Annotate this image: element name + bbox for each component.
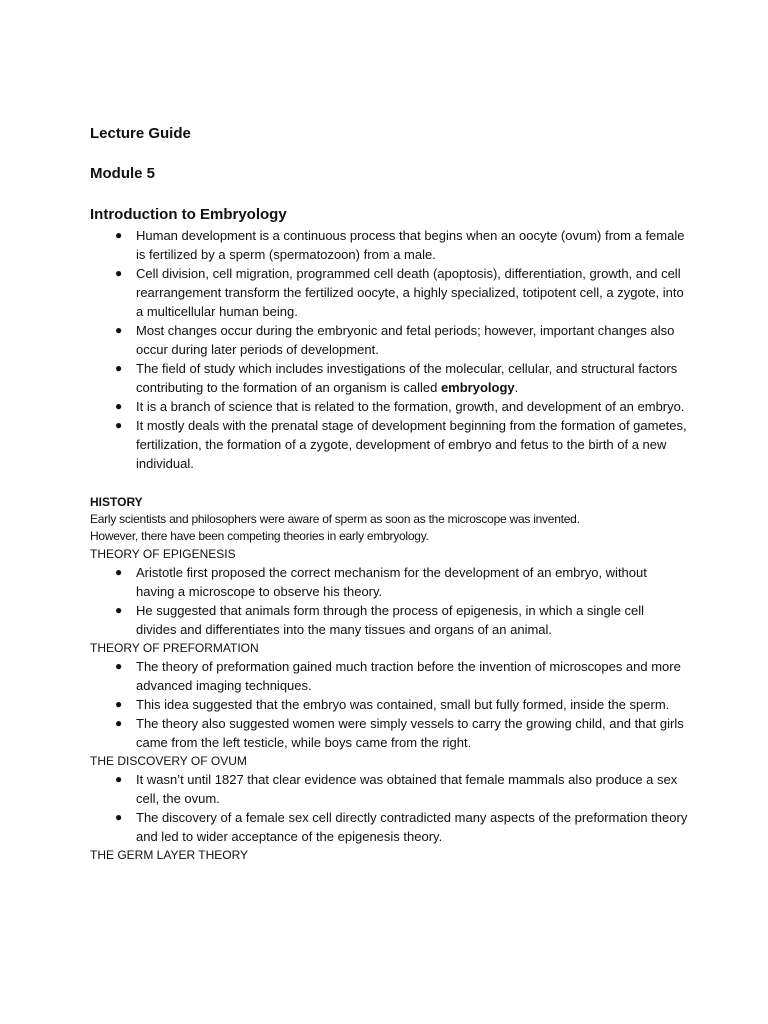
bullet-icon: ● xyxy=(115,565,123,579)
epigenesis-heading: THEORY OF EPIGENESIS xyxy=(90,547,236,561)
ovum-heading: THE DISCOVERY OF OVUM xyxy=(90,754,247,768)
module-heading: Module 5 xyxy=(90,165,156,182)
list-item-text-end: . xyxy=(514,380,519,395)
list-item-text: Aristotle first proposed the correct mechanism for the development of an embryo, without having a microscope to observe his theory. xyxy=(136,565,647,599)
document-title: Lecture Guide xyxy=(90,125,191,142)
list-item-text: Most changes occur during the embryonic and fetal periods; however, important changes also occur during later periods of development. xyxy=(136,323,675,357)
history-line-1: Early scientists and philosophers were aware of sperm as soon as the microscope was invented. xyxy=(90,512,580,526)
bullet-icon: ● xyxy=(115,361,123,375)
list-item-text: It is a branch of science that is related to the formation, growth, and development of an embryo. xyxy=(136,399,685,414)
bullet-icon: ● xyxy=(115,697,123,711)
list-item-text: Human development is a continuous process that begins when an oocyte (ovum) from a female is fertilized by a sperm (spermatozoon) from a male. xyxy=(136,228,685,262)
list-item-text: The theory of preformation gained much traction before the invention of microscopes and more advanced imaging techniques. xyxy=(136,659,681,693)
list-item-text: This idea suggested that the embryo was contained, small but fully formed, inside the sperm. xyxy=(136,697,670,712)
list-item-text: He suggested that animals form through the process of epigenesis, in which a single cell divides and differentiates into the many tissues and organs of an animal. xyxy=(136,603,645,637)
list-item-text: The discovery of a female sex cell directly contradicted many aspects of the preformation theory and led to wider acceptance of the epigenesis theory. xyxy=(136,810,688,844)
preformation-heading: THEORY OF PREFORMATION xyxy=(90,641,259,655)
intro-bullet-list xyxy=(90,226,688,473)
bullet-icon: ● xyxy=(115,228,123,242)
term-embryology: embryology xyxy=(440,380,515,395)
epigenesis-bullet-list xyxy=(90,563,688,639)
list-item xyxy=(90,321,688,359)
bullet-icon: ● xyxy=(115,266,123,280)
history-heading: HISTORY xyxy=(90,495,143,509)
list-item xyxy=(90,601,688,639)
list-item xyxy=(90,695,688,714)
preformation-bullet-list xyxy=(90,657,688,752)
bullet-icon: ● xyxy=(115,323,123,337)
germ-layer-heading: THE GERM LAYER THEORY xyxy=(90,848,249,862)
list-item xyxy=(90,359,688,397)
bullet-icon: ● xyxy=(115,603,123,617)
list-item-text: The field of study which includes investigations of the molecular, cellular, and structural factors contributing to the formation of an organism is called xyxy=(136,361,678,395)
list-item-text: Cell division, cell migration, programmed cell death (apoptosis), differentiation, growth, and cell rearrangement transform the fertilized oocyte, a highly specialized, totipotent cell, a zygote, into a multicellular human being. xyxy=(136,266,684,319)
list-item xyxy=(90,264,688,321)
list-item xyxy=(90,770,688,808)
bullet-icon: ● xyxy=(115,659,123,673)
bullet-icon: ● xyxy=(115,399,123,413)
bullet-icon: ● xyxy=(115,418,123,432)
bullet-icon: ● xyxy=(115,810,123,824)
intro-heading: Introduction to Embryology xyxy=(90,206,287,223)
list-item xyxy=(90,657,688,695)
list-item xyxy=(90,226,688,264)
history-line-2: However, there have been competing theories in early embryology. xyxy=(90,529,429,543)
list-item xyxy=(90,714,688,752)
list-item xyxy=(90,563,688,601)
bullet-icon: ● xyxy=(115,716,123,730)
list-item xyxy=(90,808,688,846)
list-item xyxy=(90,397,688,416)
bullet-icon: ● xyxy=(115,772,123,786)
list-item xyxy=(90,416,688,473)
list-item-text: The theory also suggested women were simply vessels to carry the growing child, and that girls came from the left testicle, while boys came from the right. xyxy=(136,716,684,750)
list-item-text: It wasn’t until 1827 that clear evidence was obtained that female mammals also produce a sex cell, the ovum. xyxy=(136,772,678,806)
list-item-text: It mostly deals with the prenatal stage of development beginning from the formation of gametes, fertilization, the formation of a zygote, development of embryo and fetus to the birth of a new individual. xyxy=(136,418,687,471)
ovum-bullet-list xyxy=(90,770,688,846)
